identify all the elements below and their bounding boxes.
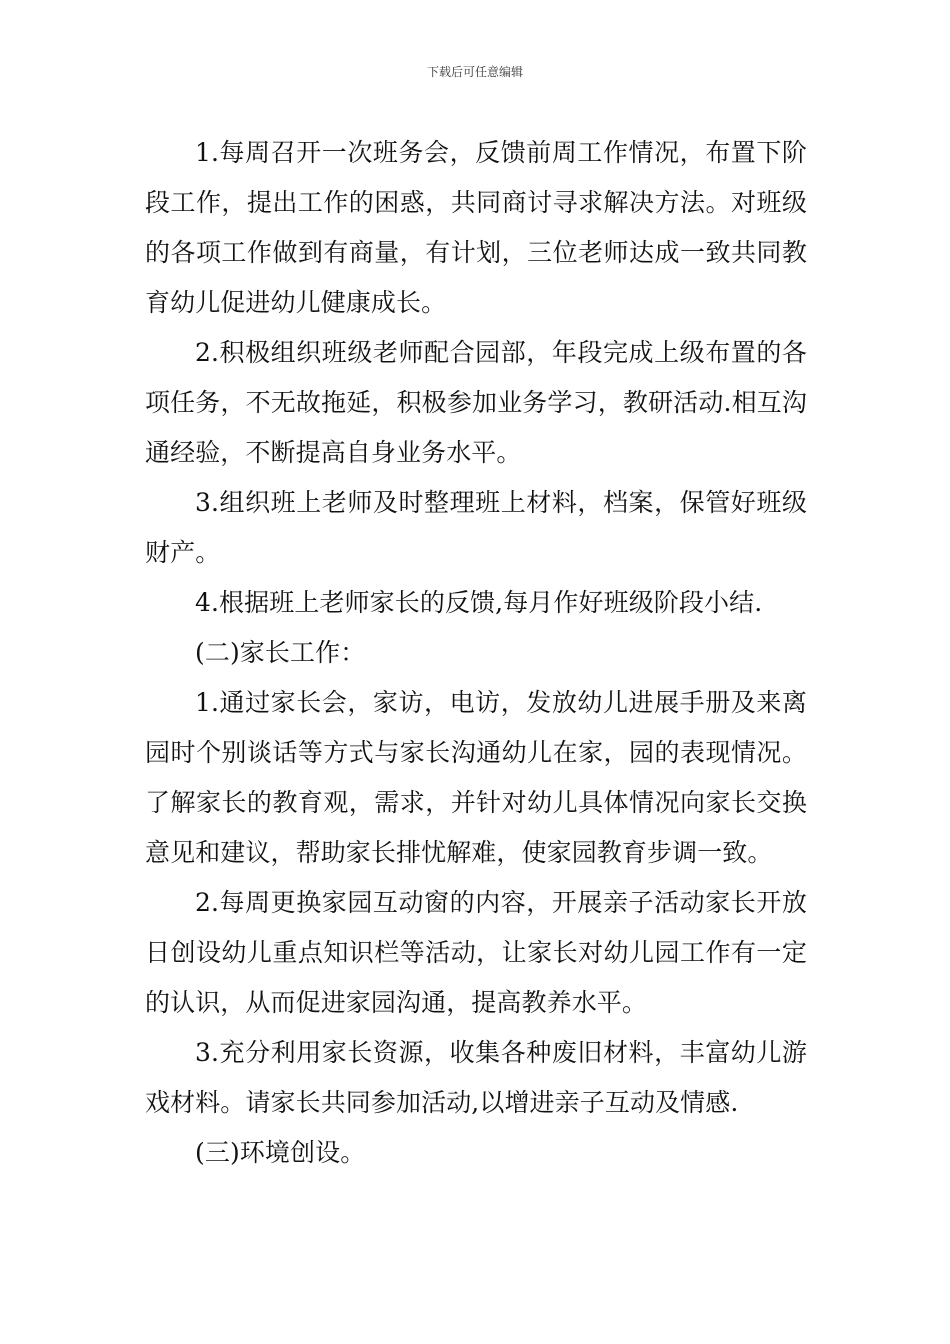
section-heading-parent-work: (二)家长工作： <box>195 638 366 667</box>
paragraph-organize-materials: 3.组织班上老师及时整理班上材料，档案，保管好班级财产。 <box>145 488 807 567</box>
paragraph-parent-communication: 1.通过家长会，家访，电访，发放幼儿进展手册及来离园时个别谈话等方式与家长沟通幼儿在家，园的表现情况。了解家长的教育观，需求，并针对幼儿具体情况向家长交换意见和建议，帮助家长排忧解难，使家园教育步调一致。 <box>145 688 807 867</box>
document-body <box>145 128 807 1178</box>
paragraph-parent-resources: 3.充分利用家长资源，收集各种废旧材料，丰富幼儿游戏材料。请家长共同参加活动,以增进亲子互动及情感. <box>145 1038 807 1117</box>
paragraph-interaction-window: 2.每周更换家园互动窗的内容，开展亲子活动家长开放日创设幼儿重点知识栏等活动，让家长对幼儿园工作有一定的认识，从而促进家园沟通，提高教养水平。 <box>145 888 807 1017</box>
paragraph-monthly-summary: 4.根据班上老师家长的反馈,每月作好班级阶段小结. <box>195 588 763 617</box>
section-heading-environment: (三)环境创设。 <box>195 1138 366 1167</box>
paragraph-cooperate-tasks: 2.积极组织班级老师配合园部，年段完成上级布置的各项任务，不无故拖延，积极参加业务学习，教研活动.相互沟通经验，不断提高自身业务水平。 <box>145 338 807 467</box>
page-header-note: 下载后可任意编辑 <box>426 65 523 79</box>
paragraph-class-meeting: 1.每周召开一次班务会，反馈前周工作情况，布置下阶段工作，提出工作的困惑，共同商讨寻求解决方法。对班级的各项工作做到有商量，有计划，三位老师达成一致共同教育幼儿促进幼儿健康成长。 <box>145 138 807 317</box>
